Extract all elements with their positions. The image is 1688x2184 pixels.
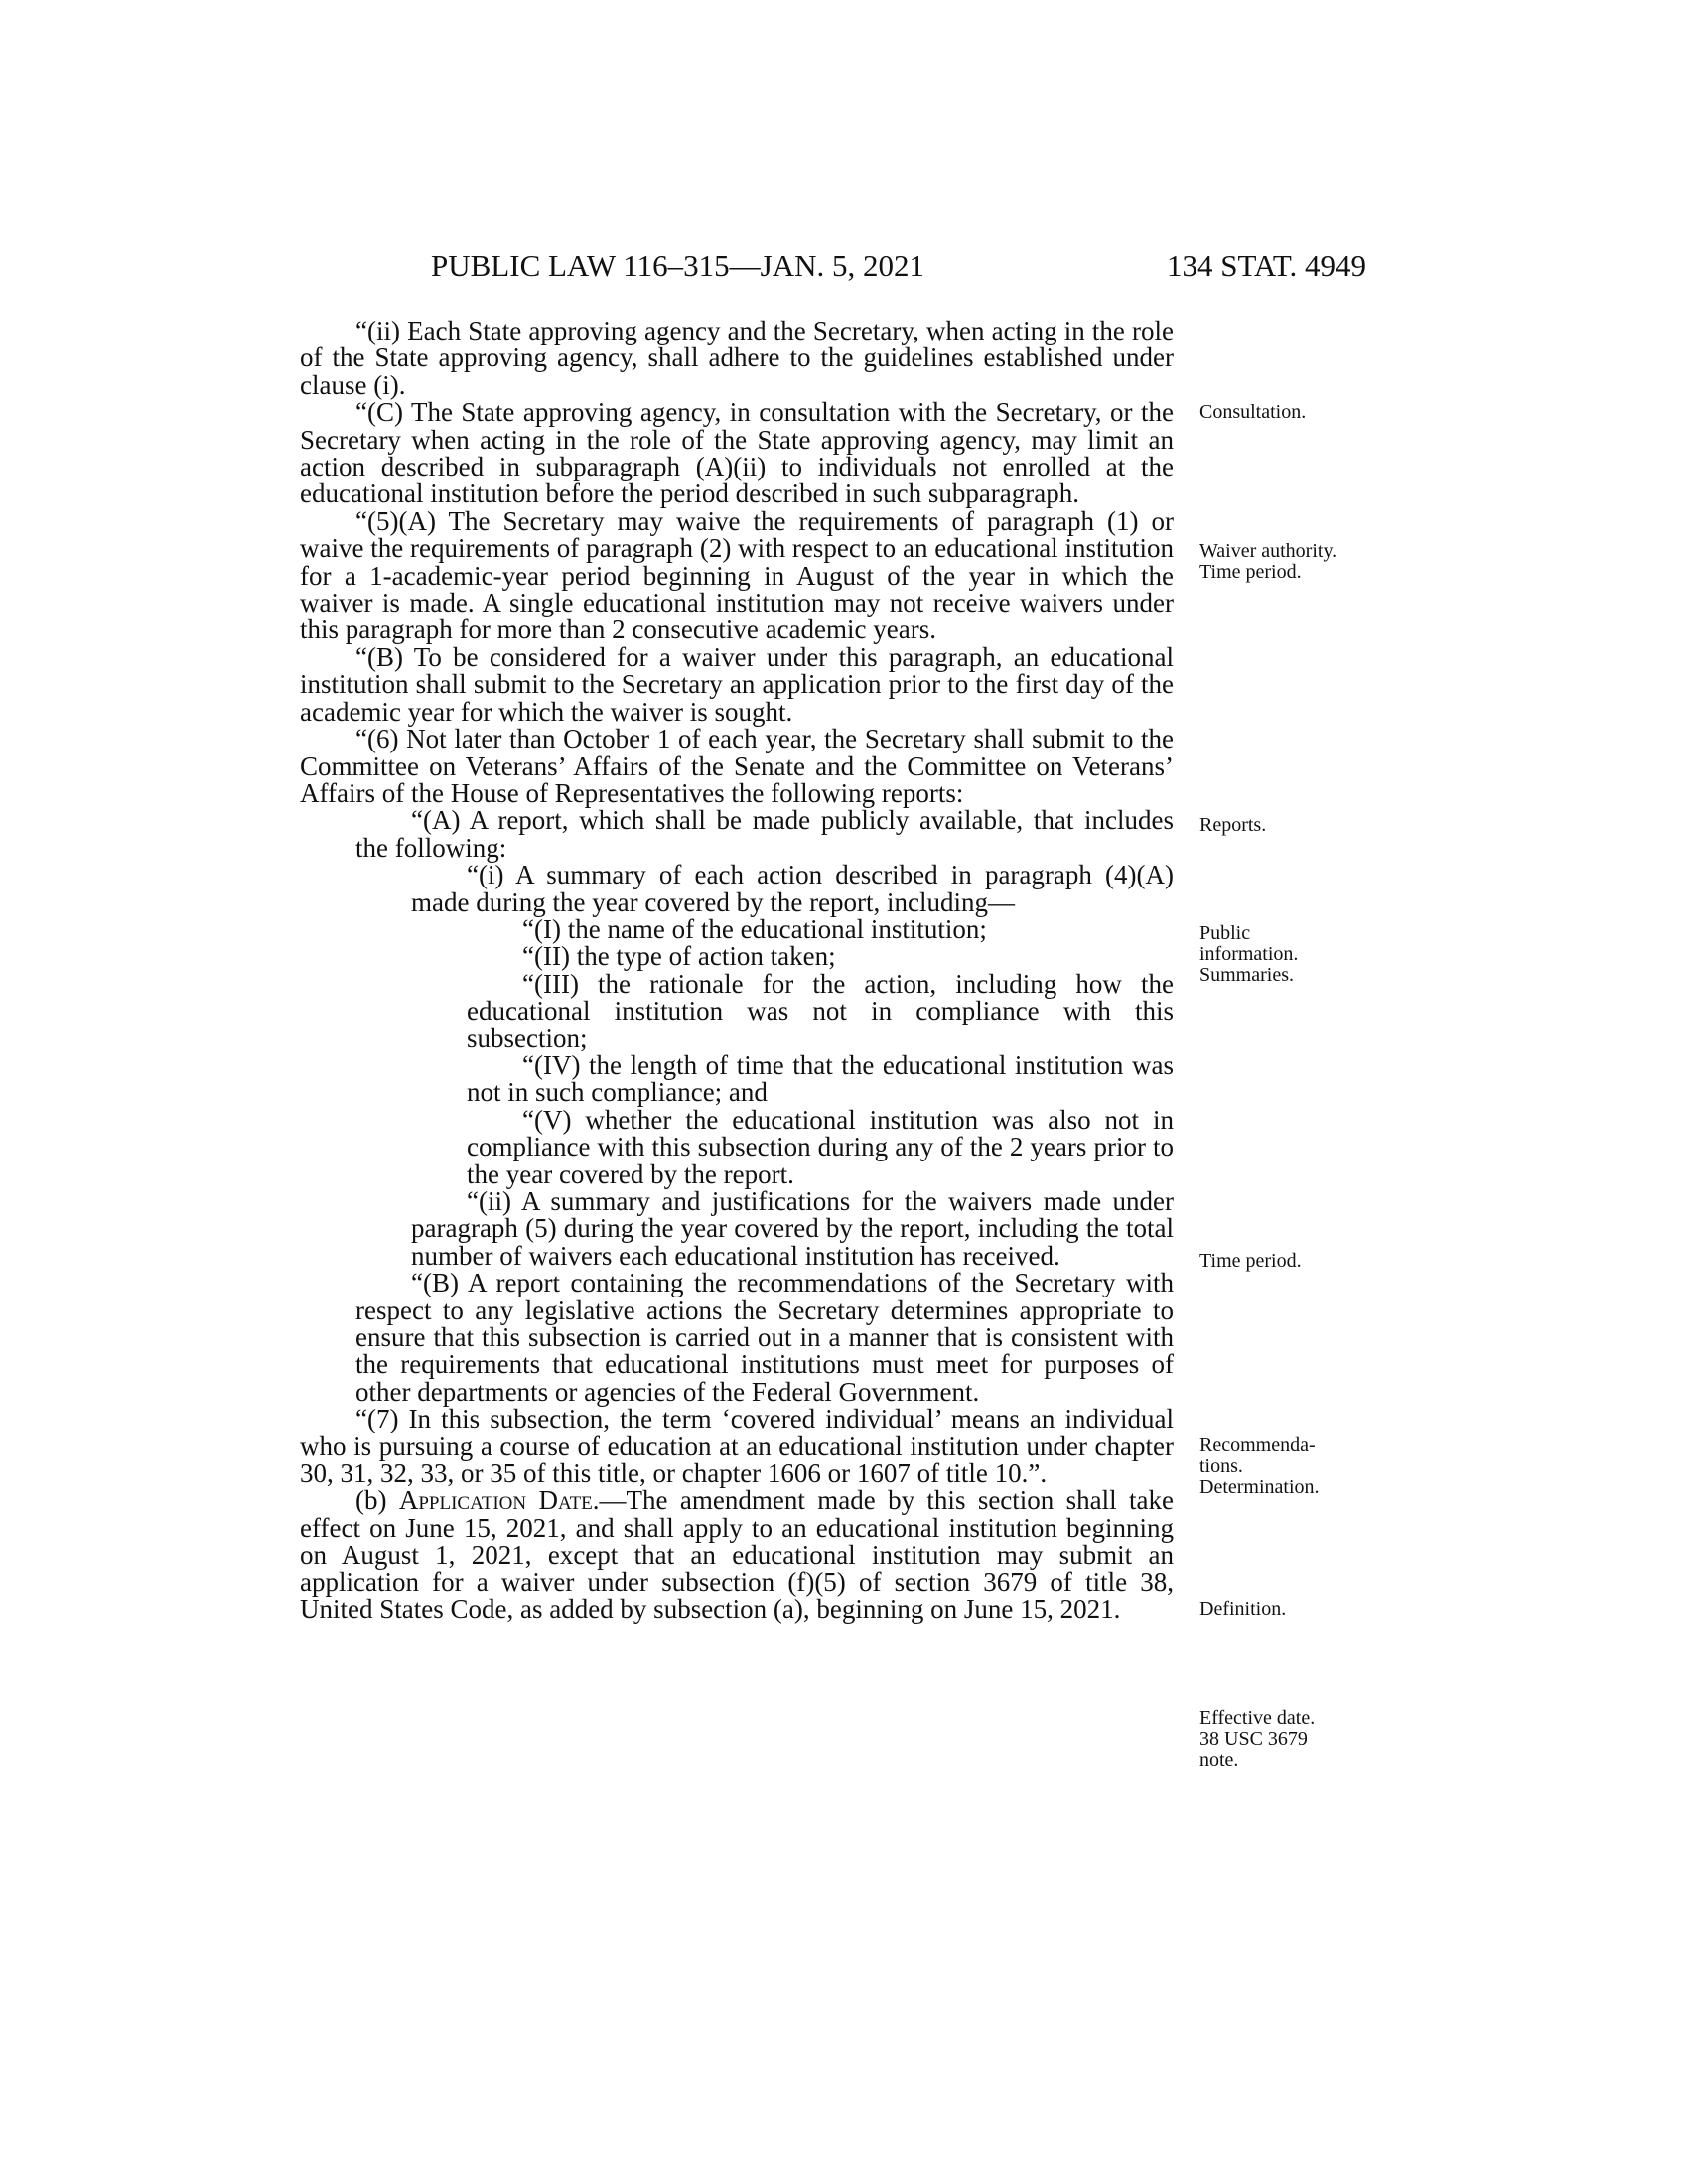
- application-date-paragraph: [300, 1487, 1174, 1623]
- subsection-text: —The amendment made by this section shall take effect on June 15, 2021, and shall apply to an educational institution beginning on August 1, 2021, except that an educational institution may submit an application for a waiver under subsection (f)(5) of section 3679 of title 38, United States Code, as added by subsection (a), beginning on June 15, 2021.: [300, 1485, 1175, 1625]
- margin-note: [1199, 815, 1398, 836]
- law-title: PUBLIC LAW 116–315—JAN. 5, 2021: [431, 248, 924, 283]
- paragraph: “(B) To be considered for a waiver under this paragraph, an educational institution shall submit to the Secretary an application prior to the first day of the academic year for which the waiver is sought.: [300, 641, 1174, 727]
- margin-note: [1199, 1435, 1398, 1498]
- margin-note: [1199, 1599, 1398, 1620]
- paragraph: “(6) Not later than October 1 of each year, the Secretary shall submit to the Committee on Veterans’ Affairs of the Senate and the Committee on Veterans’ Affairs of the House of Representatives the following reports:: [300, 724, 1174, 808]
- margin-note-line: Effective date.: [1199, 1707, 1316, 1729]
- paragraph: “(V) whether the educational institution was also not in compliance with this subsection during any of the 2 years prior to the year covered by the report.: [467, 1104, 1174, 1189]
- paragraph: “(II) the type of action taken;: [522, 941, 836, 972]
- statute-page-ref: 134 STAT. 4949: [1166, 248, 1366, 283]
- margin-note: [1199, 1251, 1398, 1272]
- paragraph: “(C) The State approving agency, in consultation with the Secretary, or the Secretary when acting in the role of the State approving agency, may limit an action described in subparagraph (A)(ii) to individuals not enrolled at the educational institution before the period described in such subparagraph.: [300, 397, 1174, 509]
- margin-note-line: tions.: [1199, 1455, 1243, 1477]
- paragraph: “(I) the name of the educational institution;: [522, 913, 987, 944]
- margin-note-line: note.: [1199, 1749, 1239, 1771]
- margin-note-line: Reports.: [1199, 814, 1267, 836]
- margin-note-line: Time period.: [1199, 561, 1302, 583]
- margin-note-line: Definition.: [1199, 1598, 1287, 1620]
- subsection-heading: Application Date.: [398, 1485, 600, 1516]
- paragraph: “(7) In this subsection, the term ‘covered individual’ means an individual who is pursuing a course of education at an educational institution under chapter 30, 31, 32, 33, or 35 of this title, or chapter 1606 or 1607 of title 10.”.: [300, 1404, 1174, 1489]
- paragraph: “(ii) Each State approving agency and the Secretary, when acting in the role of the State approving agency, shall adhere to the guidelines established under clause (i).: [300, 316, 1174, 400]
- margin-note: [1199, 402, 1398, 423]
- margin-note-line: Determination.: [1199, 1476, 1320, 1498]
- paragraph: “(III) the rationale for the action, including how the educational institution was not in compliance with this subsection;: [467, 968, 1174, 1053]
- margin-note-line: Time period.: [1199, 1250, 1302, 1272]
- margin-note-line: Summaries.: [1199, 964, 1294, 986]
- paragraph: “(5)(A) The Secretary may waive the requirements of paragraph (1) or waive the requirements of paragraph (2) with respect to an educational institution for a 1-academic-year period beginning in August of the year in which the waiver is made. A single educational institution may not receive waivers under this paragraph for more than 2 consecutive academic years.: [300, 505, 1174, 645]
- margin-note: [1199, 541, 1398, 583]
- margin-note-line: Consultation.: [1199, 401, 1307, 423]
- paragraph: “(ii) A summary and justifications for the waivers made under paragraph (5) during the year covered by the report, including the total number of waivers each educational institution has received.: [411, 1186, 1174, 1271]
- margin-note-line: Recommenda-: [1199, 1434, 1316, 1456]
- margin-note: [1199, 1708, 1398, 1771]
- margin-note-line: 38 USC 3679: [1199, 1728, 1308, 1750]
- margin-note-line: information.: [1199, 943, 1299, 965]
- body-text: [300, 318, 1174, 1624]
- paragraph: “(i) A summary of each action described in paragraph (4)(A) made during the year covered by the report, including—: [411, 860, 1174, 917]
- margin-note-line: Public: [1199, 922, 1251, 944]
- paragraph: “(IV) the length of time that the educational institution was not in such compliance; and: [467, 1049, 1174, 1108]
- margin-note-line: Waiver authority.: [1199, 540, 1337, 562]
- paragraph: “(A) A report, which shall be made publicly available, that includes the following:: [355, 805, 1174, 863]
- subsection-label: (b): [355, 1485, 399, 1516]
- margin-note: [1199, 923, 1398, 986]
- paragraph: “(B) A report containing the recommendations of the Secretary with respect to any legislative actions the Secretary determines appropriate to ensure that this subsection is carried out in a manner that is consistent with the requirements that educational institutions must meet for purposes of other departments or agencies of the Federal Government.: [355, 1268, 1174, 1407]
